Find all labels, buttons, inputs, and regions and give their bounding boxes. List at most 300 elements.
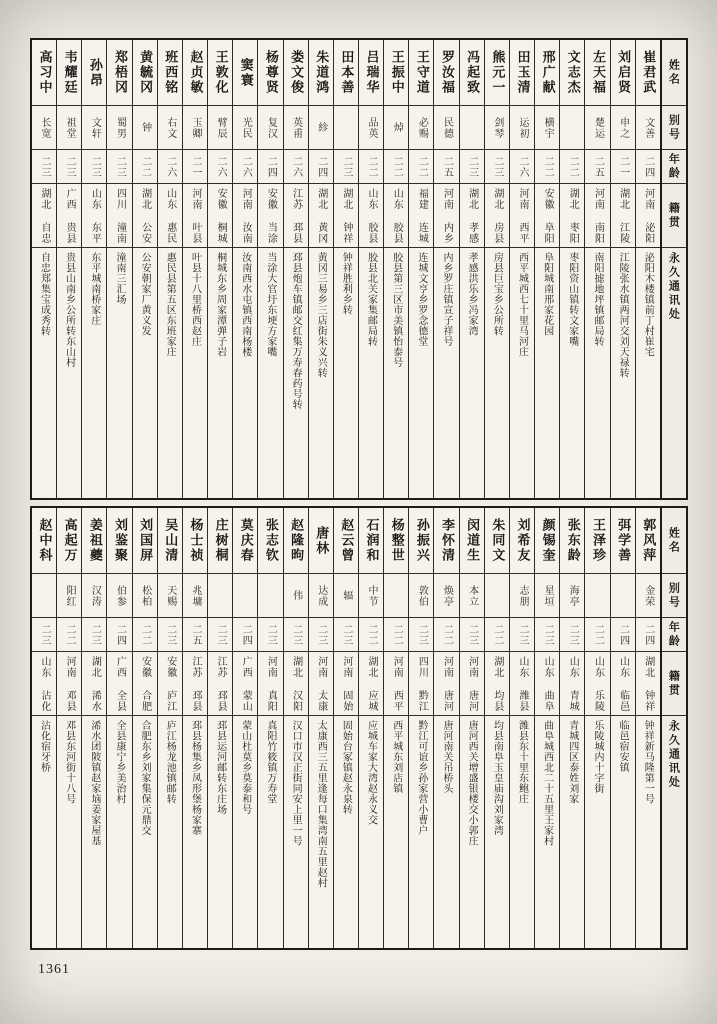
name-cell-text: 王守道	[413, 50, 429, 95]
name-cell	[334, 508, 358, 574]
header-address-text: 永久通讯处	[667, 252, 681, 322]
alias-cell-text: 横宇	[542, 116, 554, 139]
age-cell-text: 二三	[516, 623, 528, 646]
header-age	[662, 618, 686, 652]
native-cell-text: 河南 南阳	[592, 187, 604, 244]
native-cell	[32, 184, 56, 248]
address-cell	[82, 716, 106, 948]
name-cell	[359, 40, 383, 106]
address-cell	[183, 716, 207, 948]
address-cell	[409, 716, 433, 948]
native-cell	[510, 652, 534, 716]
alias-cell	[359, 574, 383, 618]
age-cell	[636, 150, 660, 184]
alias-cell-text: 阳红	[64, 584, 76, 607]
alias-cell-text: 复汉	[265, 116, 277, 139]
native-cell-text: 湖北 孝感	[466, 187, 478, 244]
alias-cell	[258, 106, 282, 150]
alias-cell	[560, 574, 584, 618]
age-cell-text: 二四	[617, 623, 629, 646]
native-cell	[434, 184, 458, 248]
alias-cell	[409, 106, 433, 150]
native-cell-text: 湖北 应城	[366, 655, 378, 712]
person-column	[283, 508, 308, 948]
address-cell	[384, 248, 408, 498]
header-native-text: 籍贯	[667, 669, 681, 698]
name-cell	[384, 40, 408, 106]
name-cell	[233, 508, 257, 574]
name-cell-text: 刘鉴聚	[111, 518, 127, 563]
person-column	[308, 40, 333, 498]
native-cell-text: 山东 曲阜	[542, 655, 554, 712]
person-column	[81, 40, 106, 498]
age-cell-text: 二一	[189, 155, 201, 178]
native-cell-text: 河南 泌阳	[642, 187, 654, 244]
person-column	[459, 508, 484, 948]
native-cell	[485, 652, 509, 716]
age-cell	[82, 150, 106, 184]
name-cell	[284, 508, 308, 574]
alias-cell-text: 祖堂	[64, 116, 76, 139]
alias-cell	[636, 106, 660, 150]
age-cell-text: 二三	[89, 155, 101, 178]
address-cell-text: 孝感洪乐乡冯家湾	[466, 252, 478, 336]
address-cell	[258, 248, 282, 498]
alias-cell	[107, 574, 131, 618]
native-cell-text: 湖北 钟祥	[642, 655, 654, 712]
header-alias	[662, 574, 686, 618]
native-cell-text: 河南 真阳	[265, 655, 277, 712]
name-cell	[560, 40, 584, 106]
alias-cell	[409, 574, 433, 618]
alias-cell-text: 文轩	[89, 116, 101, 139]
address-cell-text: 均县南阜玉皇庙沟刘家湾	[491, 720, 503, 836]
header-name-text: 姓名	[667, 526, 681, 555]
age-cell-text: 二三	[340, 155, 352, 178]
address-cell	[535, 716, 559, 948]
alias-cell	[510, 106, 534, 150]
person-column	[182, 40, 207, 498]
alias-cell	[309, 106, 333, 150]
age-cell	[284, 618, 308, 652]
name-cell	[636, 508, 660, 574]
name-cell	[485, 40, 509, 106]
address-cell	[434, 716, 458, 948]
age-cell-text: 二三	[315, 623, 327, 646]
alias-cell	[334, 574, 358, 618]
age-cell	[334, 618, 358, 652]
native-cell	[611, 652, 635, 716]
header-alias-text: 别号	[667, 581, 681, 610]
name-cell	[510, 508, 534, 574]
person-column	[56, 40, 81, 498]
address-cell	[233, 248, 257, 498]
native-cell	[560, 184, 584, 248]
name-cell	[585, 508, 609, 574]
name-cell-text: 赵隆昫	[288, 518, 304, 563]
alias-cell-text: 英甫	[290, 116, 302, 139]
name-cell-text: 孙振兴	[413, 518, 429, 563]
name-cell	[284, 40, 308, 106]
address-cell-text: 邳县杨集乡凤形堡杨家寨	[189, 720, 201, 836]
person-column	[333, 508, 358, 948]
age-cell-text: 二二	[366, 155, 378, 178]
native-cell	[183, 184, 207, 248]
age-cell-text: 二三	[164, 623, 176, 646]
age-cell	[585, 618, 609, 652]
name-cell	[611, 508, 635, 574]
name-cell-text: 郭风萍	[640, 518, 656, 563]
native-cell-text: 山东 胶县	[391, 187, 403, 244]
native-cell-text: 湖北 自忠	[39, 187, 51, 244]
name-cell	[57, 40, 81, 106]
name-cell	[183, 508, 207, 574]
name-cell	[485, 508, 509, 574]
alias-cell-text: 敦伯	[416, 584, 428, 607]
header-age	[662, 150, 686, 184]
alias-cell-text: 右文	[164, 116, 176, 139]
alias-cell	[485, 106, 509, 150]
alias-cell	[560, 106, 584, 150]
name-cell-text: 颜锡奎	[539, 518, 555, 563]
alias-cell	[284, 574, 308, 618]
name-cell-text: 朱道鸿	[313, 50, 329, 95]
alias-cell	[434, 574, 458, 618]
person-column	[132, 508, 157, 948]
age-cell-text: 二三	[39, 623, 51, 646]
alias-cell	[460, 574, 484, 618]
name-cell	[636, 40, 660, 106]
native-cell	[535, 652, 559, 716]
name-cell-text: 王振中	[388, 50, 404, 95]
name-cell-text: 张志钦	[262, 518, 278, 563]
native-cell-text: 湖北 公安	[139, 187, 151, 244]
native-cell-text: 福建 连城	[416, 187, 428, 244]
person-column	[207, 40, 232, 498]
name-cell-text: 闵道生	[464, 518, 480, 563]
alias-cell	[485, 574, 509, 618]
alias-cell-text: 玉卿	[189, 116, 201, 139]
alias-cell-text: 申之	[617, 116, 629, 139]
native-cell-text: 湖北 房县	[491, 187, 503, 244]
age-cell-text: 二四	[240, 623, 252, 646]
alias-cell-text: 志朋	[516, 584, 528, 607]
address-cell	[611, 248, 635, 498]
age-cell	[284, 150, 308, 184]
age-cell	[510, 618, 534, 652]
directory-table-top	[30, 38, 688, 500]
age-cell-text: 二三	[64, 155, 76, 178]
person-column	[559, 508, 584, 948]
age-cell-text: 二四	[642, 155, 654, 178]
age-cell	[82, 618, 106, 652]
name-cell	[409, 40, 433, 106]
native-cell-text: 河南 叶县	[189, 187, 201, 244]
alias-cell-text: 蜀男	[114, 116, 126, 139]
age-cell	[309, 150, 333, 184]
age-cell	[208, 150, 232, 184]
age-cell-text: 二二	[441, 623, 453, 646]
alias-cell-text: 天赐	[164, 584, 176, 607]
address-cell	[334, 716, 358, 948]
name-cell-text: 赵云曾	[338, 518, 354, 563]
person-column	[509, 508, 534, 948]
native-cell	[82, 652, 106, 716]
address-cell-text: 全县康宁乡美治村	[113, 720, 125, 804]
address-cell-text: 枣阳资山镇转文家嘴	[566, 252, 578, 347]
native-cell-text: 安徽 桐城	[215, 187, 227, 244]
alias-cell	[611, 106, 635, 150]
age-cell-text: 二四	[642, 623, 654, 646]
name-cell-text: 弭学善	[615, 518, 631, 563]
age-cell-text: 二二	[139, 155, 151, 178]
address-cell-text: 西平城西七十里马河庄	[516, 252, 528, 357]
native-cell	[359, 652, 383, 716]
native-cell-text: 安徽 当涂	[265, 187, 277, 244]
person-column	[559, 40, 584, 498]
age-cell-text: 二六	[215, 155, 227, 178]
address-cell-text: 唐河西关增盛银楼交小郭庄	[466, 720, 478, 846]
age-cell	[233, 618, 257, 652]
age-cell-text: 二二	[366, 623, 378, 646]
person-column	[408, 40, 433, 498]
address-cell	[636, 716, 660, 948]
alias-cell-text: 臂辰	[215, 116, 227, 139]
alias-cell	[258, 574, 282, 618]
native-cell-text: 广西 蒙山	[240, 655, 252, 712]
age-cell-text: 二五	[441, 155, 453, 178]
name-cell-text: 刘启贤	[615, 50, 631, 95]
name-cell-text: 左天福	[589, 50, 605, 95]
name-cell-text: 班西铭	[162, 50, 178, 95]
alias-cell-text: 民德	[441, 116, 453, 139]
name-cell-text: 韦耀廷	[61, 50, 77, 95]
age-cell	[133, 618, 157, 652]
alias-cell-text: 松柏	[139, 584, 151, 607]
age-cell-text: 二三	[215, 623, 227, 646]
alias-cell	[57, 106, 81, 150]
alias-cell	[284, 106, 308, 150]
person-column	[157, 40, 182, 498]
native-cell-text: 湖北 汉阳	[290, 655, 302, 712]
name-cell-text: 莫庆春	[237, 518, 253, 563]
native-cell	[409, 184, 433, 248]
age-cell-text: 二五	[189, 623, 201, 646]
address-cell	[133, 716, 157, 948]
address-cell-text: 汝南西水屯镇西南杨楼	[239, 252, 251, 357]
age-cell-text: 二四	[114, 623, 126, 646]
native-cell-text: 山东 东平	[89, 187, 101, 244]
alias-cell-text: 伟	[290, 590, 302, 601]
address-cell-text: 当涂大官圩东埂方家嘴	[264, 252, 276, 357]
age-cell	[409, 150, 433, 184]
native-cell-text: 河南 邓县	[64, 655, 76, 712]
age-cell	[158, 618, 182, 652]
native-cell	[636, 184, 660, 248]
native-cell	[485, 184, 509, 248]
age-cell-text: 二二	[139, 623, 151, 646]
native-cell-text: 山东 乐陵	[592, 655, 604, 712]
age-cell-text: 二三	[265, 623, 277, 646]
age-cell	[32, 150, 56, 184]
name-cell-text: 高习中	[36, 50, 52, 95]
address-cell	[510, 716, 534, 948]
alias-cell	[309, 574, 333, 618]
alias-cell	[32, 574, 56, 618]
native-cell-text: 河南 汝南	[240, 187, 252, 244]
address-cell-text: 唐河南关吊桥头	[441, 720, 453, 794]
native-cell	[133, 652, 157, 716]
native-cell	[258, 652, 282, 716]
alias-cell	[32, 106, 56, 150]
address-cell-text: 潼南三汇场	[113, 252, 125, 305]
alias-cell-text: 文善	[642, 116, 654, 139]
name-cell	[82, 40, 106, 106]
native-cell-text: 河南 西平	[391, 655, 403, 712]
person-column	[610, 40, 635, 498]
native-cell-text: 山东 惠民	[164, 187, 176, 244]
age-cell	[485, 618, 509, 652]
person-column	[484, 508, 509, 948]
alias-cell	[636, 574, 660, 618]
age-cell	[384, 150, 408, 184]
address-cell-text: 自忠郑集宝成秀转	[38, 252, 50, 336]
age-cell-text: 二三	[567, 623, 579, 646]
address-cell-text: 西平城东刘店镇	[390, 720, 402, 794]
alias-cell	[359, 106, 383, 150]
alias-cell	[82, 106, 106, 150]
alias-cell-text: 金荣	[642, 584, 654, 607]
alias-cell-text: 长宽	[39, 116, 51, 139]
address-cell-text: 桐城东乡周家潭弹子岩	[214, 252, 226, 357]
person-column	[32, 508, 56, 948]
address-cell	[359, 248, 383, 498]
alias-cell-text: 运初	[516, 116, 528, 139]
address-cell-text: 阜阳城南邢家花园	[541, 252, 553, 336]
header-alias-text: 别号	[667, 113, 681, 142]
address-cell	[208, 716, 232, 948]
native-cell-text: 广西 全县	[114, 655, 126, 712]
header-name-text: 姓名	[667, 58, 681, 87]
header-age-text: 年龄	[667, 620, 681, 649]
name-cell	[158, 40, 182, 106]
name-cell	[82, 508, 106, 574]
person-column	[81, 508, 106, 948]
person-column	[433, 40, 458, 498]
header-address	[662, 248, 686, 498]
address-cell	[384, 716, 408, 948]
name-cell-text: 罗汝福	[439, 50, 455, 95]
person-column	[32, 40, 56, 498]
address-cell	[208, 248, 232, 498]
name-cell	[233, 40, 257, 106]
alias-cell	[585, 574, 609, 618]
address-cell-text: 沾化宿牙桥	[38, 720, 50, 773]
native-cell	[57, 652, 81, 716]
alias-cell-text: 伯参	[114, 584, 126, 607]
name-cell-text: 文志杰	[564, 50, 580, 95]
native-cell-text: 江苏 邳县	[189, 655, 201, 712]
name-cell-text: 石润和	[363, 518, 379, 563]
native-cell-text: 湖北 浠水	[89, 655, 101, 712]
native-cell-text: 山东 沾化	[39, 655, 51, 712]
native-cell-text: 湖北 枣阳	[567, 187, 579, 244]
address-cell	[560, 716, 584, 948]
address-cell-text: 内乡罗庄镇宣子祥号	[441, 252, 453, 347]
native-cell-text: 安徽 庐江	[164, 655, 176, 712]
name-cell	[158, 508, 182, 574]
native-cell	[359, 184, 383, 248]
name-cell-text: 窦寰	[237, 57, 253, 88]
name-cell	[434, 40, 458, 106]
age-cell-text: 二四	[265, 155, 277, 178]
header-address	[662, 716, 686, 948]
address-cell	[309, 716, 333, 948]
person-column	[509, 40, 534, 498]
name-cell	[258, 508, 282, 574]
age-cell	[611, 618, 635, 652]
name-cell-text: 孙昂	[86, 57, 102, 88]
address-cell	[460, 248, 484, 498]
native-cell-text: 河南 唐河	[466, 655, 478, 712]
age-cell-text: 二二	[391, 623, 403, 646]
name-cell	[460, 40, 484, 106]
name-cell	[535, 40, 559, 106]
age-cell	[133, 150, 157, 184]
native-cell	[409, 652, 433, 716]
age-cell-text: 二一	[617, 155, 629, 178]
address-cell	[284, 248, 308, 498]
person-column	[157, 508, 182, 948]
person-column	[232, 40, 257, 498]
age-cell-text: 二三	[491, 155, 503, 178]
age-cell-text: 二三	[466, 155, 478, 178]
age-cell-text: 二三	[542, 623, 554, 646]
address-cell	[233, 716, 257, 948]
native-cell	[384, 652, 408, 716]
native-cell	[309, 184, 333, 248]
alias-cell-text: 星垣	[542, 584, 554, 607]
alias-cell	[133, 574, 157, 618]
directory-table-bottom	[30, 506, 688, 950]
age-cell	[611, 150, 635, 184]
address-cell	[57, 248, 81, 498]
name-cell	[57, 508, 81, 574]
address-cell	[82, 248, 106, 498]
name-cell-text: 王泽珍	[589, 518, 605, 563]
age-cell-text: 二二	[592, 623, 604, 646]
alias-cell-text: 本立	[466, 584, 478, 607]
address-cell	[183, 248, 207, 498]
native-cell	[284, 184, 308, 248]
native-cell-text: 河南 太康	[315, 655, 327, 712]
header-column	[660, 40, 686, 498]
age-cell	[107, 150, 131, 184]
address-cell-text: 汉口市汉正街同安上里一号	[290, 720, 302, 846]
header-age-text: 年龄	[667, 152, 681, 181]
alias-cell	[158, 574, 182, 618]
alias-cell	[233, 106, 257, 150]
alias-cell	[183, 106, 207, 150]
age-cell	[560, 150, 584, 184]
age-cell-text: 二六	[290, 155, 302, 178]
address-cell	[485, 716, 509, 948]
alias-cell-text: 海亭	[567, 584, 579, 607]
name-cell-text: 吴山清	[162, 518, 178, 563]
age-cell	[158, 150, 182, 184]
name-cell-text: 高起万	[61, 518, 77, 563]
name-cell	[32, 508, 56, 574]
